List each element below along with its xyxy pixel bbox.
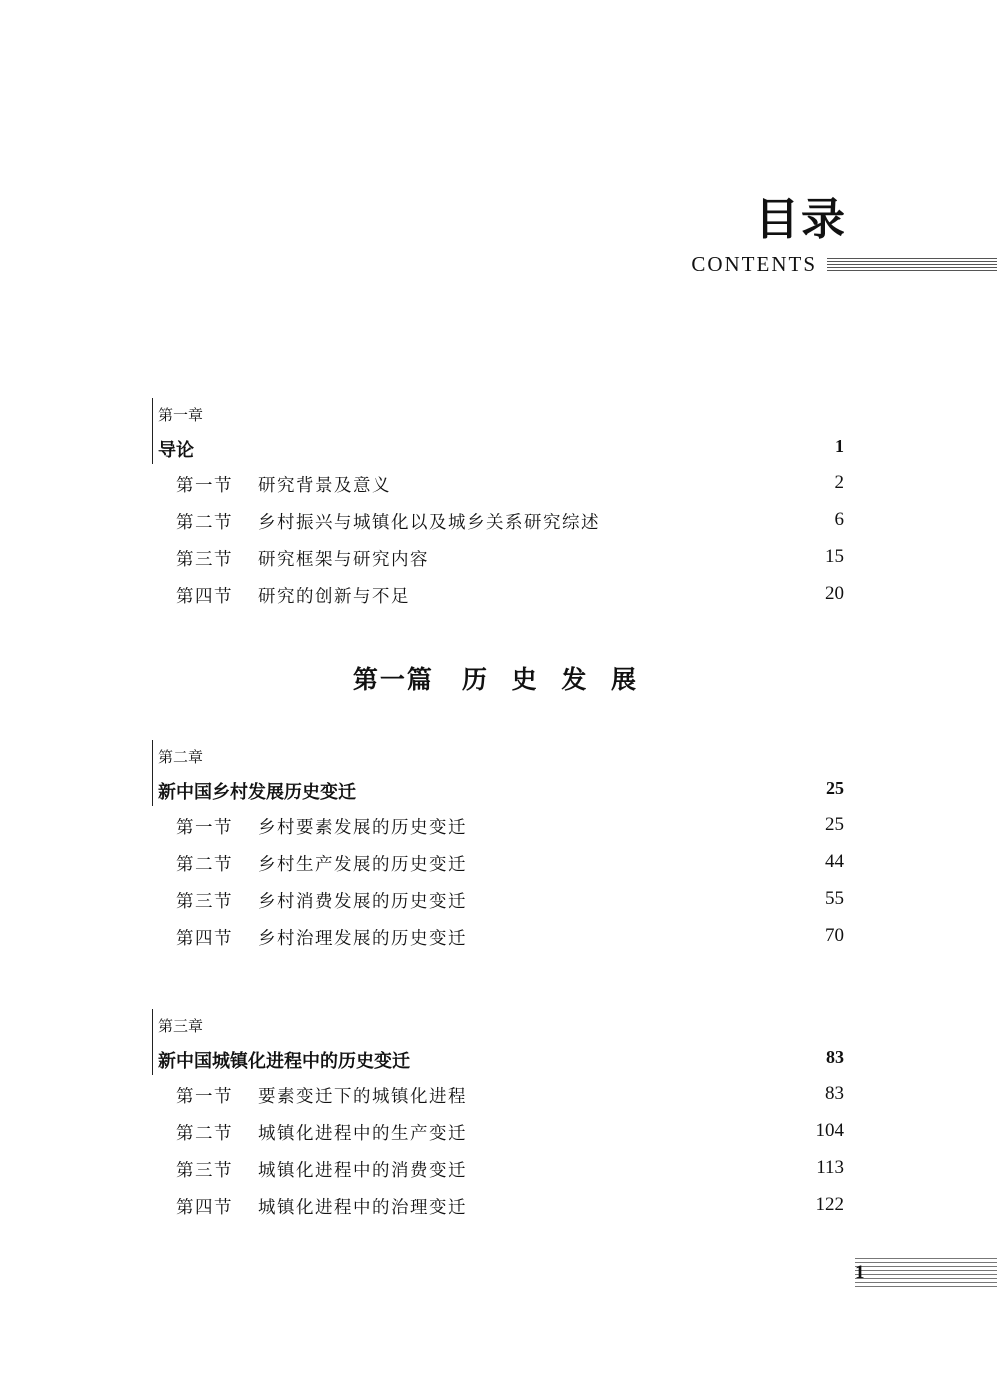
section-page: 113 — [816, 1157, 844, 1178]
section-title: 城镇化进程中的消费变迁 — [258, 1161, 467, 1181]
section-title: 乡村生产发展的历史变迁 — [258, 855, 467, 875]
part-title: 历 史 发 展 — [461, 665, 645, 694]
section-label: 第一节 — [176, 476, 233, 496]
chapter-heading — [152, 1009, 844, 1075]
section-label: 第三节 — [176, 1161, 233, 1181]
part-label: 第一篇 — [352, 665, 434, 694]
section-list — [152, 464, 844, 612]
section-item[interactable] — [152, 1112, 844, 1149]
section-title: 乡村治理发展的历史变迁 — [258, 929, 467, 949]
section-page: 6 — [834, 509, 844, 530]
section-label: 第四节 — [176, 929, 233, 949]
toc-subtitle: CONTENTS — [691, 252, 817, 276]
section-item[interactable] — [152, 917, 844, 954]
section-page: 70 — [825, 925, 844, 946]
section-title: 研究的创新与不足 — [258, 587, 410, 607]
section-label: 第一节 — [176, 818, 233, 838]
section-page: 55 — [825, 888, 844, 909]
section-label: 第二节 — [176, 1124, 233, 1144]
section-item[interactable] — [152, 1075, 844, 1112]
page-number: 1 — [855, 1262, 865, 1283]
section-title: 要素变迁下的城镇化进程 — [258, 1087, 467, 1107]
section-title: 研究背景及意义 — [258, 476, 391, 496]
section-title: 乡村要素发展的历史变迁 — [258, 818, 467, 838]
chapter-title[interactable]: 新中国城镇化进程中的历史变迁 — [158, 1051, 410, 1072]
section-item[interactable] — [152, 464, 844, 501]
section-page: 104 — [815, 1120, 844, 1141]
section-list — [152, 806, 844, 954]
chapter-page: 83 — [826, 1047, 844, 1067]
chapter-1 — [152, 398, 844, 612]
section-item[interactable] — [152, 880, 844, 917]
section-label: 第一节 — [176, 1087, 233, 1107]
section-label: 第三节 — [176, 892, 233, 912]
chapter-title[interactable]: 导论 — [158, 440, 194, 461]
section-page: 122 — [815, 1194, 844, 1215]
chapter-label: 第一章 — [158, 406, 204, 424]
section-label: 第四节 — [176, 1198, 233, 1218]
section-title: 城镇化进程中的治理变迁 — [258, 1198, 467, 1218]
chapter-label: 第二章 — [158, 748, 204, 766]
section-item[interactable] — [152, 843, 844, 880]
section-list — [152, 1075, 844, 1223]
chapter-heading — [152, 740, 844, 806]
section-title: 研究框架与研究内容 — [258, 550, 429, 570]
chapter-page: 25 — [826, 778, 844, 798]
section-title: 乡村消费发展的历史变迁 — [258, 892, 467, 912]
section-item[interactable] — [152, 501, 844, 538]
section-page: 15 — [825, 546, 844, 567]
chapter-2 — [152, 740, 844, 954]
section-label: 第二节 — [176, 513, 233, 533]
footer-rule-lines — [855, 1258, 997, 1290]
section-item[interactable] — [152, 538, 844, 575]
chapter-page: 1 — [835, 436, 844, 456]
section-item[interactable] — [152, 1149, 844, 1186]
section-item[interactable] — [152, 1186, 844, 1223]
section-item[interactable] — [152, 806, 844, 843]
section-label: 第二节 — [176, 855, 233, 875]
section-page: 83 — [825, 1083, 844, 1104]
section-page: 20 — [825, 583, 844, 604]
chapter-title[interactable]: 新中国乡村发展历史变迁 — [158, 782, 356, 803]
section-title: 乡村振兴与城镇化以及城乡关系研究综述 — [258, 513, 600, 533]
toc-title: 目录 — [755, 194, 847, 245]
chapter-label: 第三章 — [158, 1017, 204, 1035]
section-page: 44 — [825, 851, 844, 872]
section-page: 2 — [834, 472, 844, 493]
section-title: 城镇化进程中的生产变迁 — [258, 1124, 467, 1144]
part-heading — [0, 660, 997, 696]
header-rule-lines — [827, 258, 997, 276]
chapter-3 — [152, 1009, 844, 1223]
chapter-heading — [152, 398, 844, 464]
section-label: 第四节 — [176, 587, 233, 607]
section-label: 第三节 — [176, 550, 233, 570]
section-item[interactable] — [152, 575, 844, 612]
section-page: 25 — [825, 814, 844, 835]
